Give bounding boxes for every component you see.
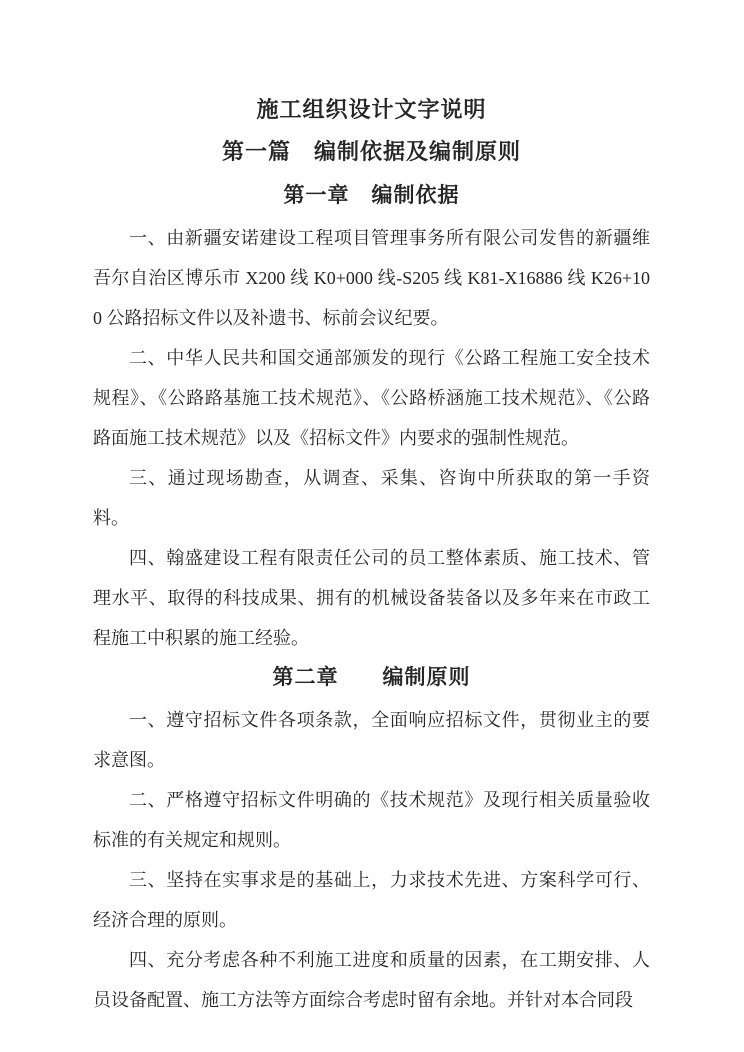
chapter-2-paragraph-1: 一、遵守招标文件各项条款，全面响应招标文件，贯彻业主的要求意图。: [93, 710, 650, 770]
chapter-1-paragraph-1: 一、由新疆安诺建设工程项目管理事务所有限公司发售的新疆维吾尔自治区博乐市 X200 线 K0+000 线-S205 线 K81-X16886 线 K26+100 公路招标文件以及补遗书、标前会议纪要。: [93, 228, 650, 328]
chapter-1-paragraph-4: 四、翰盛建设工程有限责任公司的员工整体素质、施工技术、管理水平、取得的科技成果、拥有的机械设备装备以及多年来在市政工程施工中积累的施工经验。: [93, 548, 650, 648]
part-heading: 第一篇 编制依据及编制原则: [221, 139, 521, 164]
chapter-2-heading: 第二章 编制原则: [272, 665, 471, 689]
chapter-1-paragraph-2: 二、中华人民共和国交通部颁发的现行《公路工程施工安全技术规程》、《公路路基施工技术规范》、《公路桥涵施工技术规范》、《公路路面施工技术规范》以及《招标文件》内要求的强制性规范。: [93, 348, 650, 448]
document-title: 施工组织设计文字说明: [256, 97, 487, 122]
chapter-2-paragraph-2: 二、严格遵守招标文件明确的《技术规范》及现行相关质量验收标准的有关规定和规则。: [93, 790, 650, 850]
chapter-1-heading: 第一章 编制依据: [283, 183, 460, 207]
chapter-2-paragraph-4: 四、充分考虑各种不利施工进度和质量的因素，在工期安排、人员设备配置、施工方法等方面综合考虑时留有余地。并针对本合同段: [93, 950, 650, 1010]
chapter-1-paragraph-3: 三、通过现场勘查，从调查、采集、咨询中所获取的第一手资料。: [93, 468, 650, 528]
chapter-2-paragraph-3: 三、坚持在实事求是的基础上，力求技术先进、方案科学可行、经济合理的原则。: [93, 870, 650, 930]
